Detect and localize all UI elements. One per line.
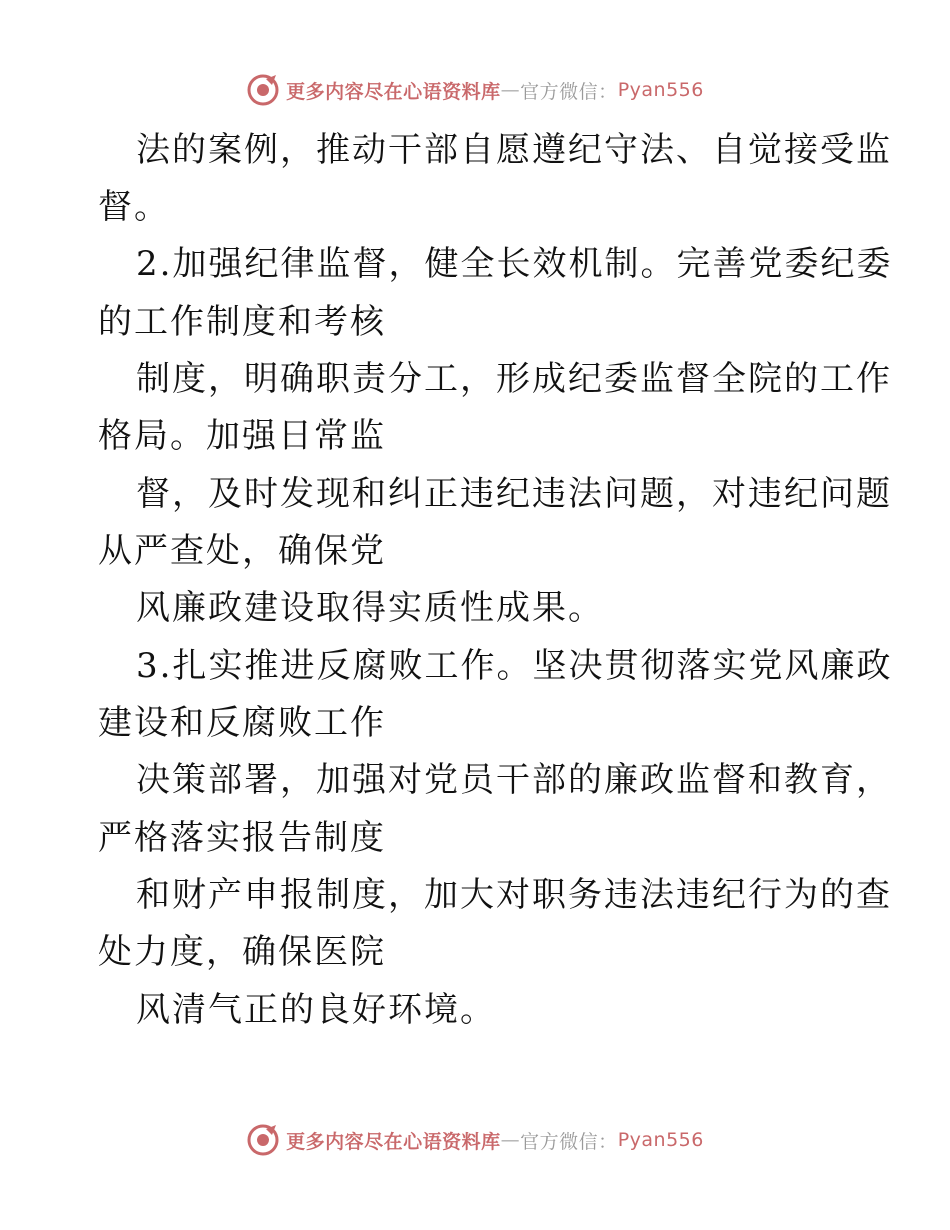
text-line: 建设和反腐败工作 (98, 703, 386, 743)
text-line: 法的案例，推动干部自愿遵纪守法、自觉接受监 (136, 130, 892, 170)
footer-separator: — (500, 1129, 521, 1151)
text-line: 风清气正的良好环境。 (136, 990, 496, 1030)
text-line: 和财产申报制度，加大对职务违法违纪行为的查 (136, 875, 892, 915)
footer-promo-text: 更多内容尽在心语资料库 (286, 1130, 501, 1153)
header-banner (0, 70, 950, 110)
text-line: 督，及时发现和纠正违纪违法问题，对违纪问题 (136, 474, 892, 514)
text-line: 风廉政建设取得实质性成果。 (136, 588, 604, 628)
text-line: 3.扎实推进反腐败工作。坚决贯彻落实党风廉政 (136, 646, 893, 686)
footer-wechat-id: Pyan556 (617, 1129, 704, 1151)
header-separator: — (500, 79, 521, 101)
text-line: 格局。加强日常监 (98, 416, 386, 456)
footer-official-label: 官方微信： (520, 1130, 618, 1153)
text-line: 督。 (98, 187, 170, 227)
text-line: 从严查处，确保党 (98, 531, 386, 571)
text-line: 的工作制度和考核 (98, 302, 386, 342)
text-line: 制度，明确职责分工，形成纪委监督全院的工作 (136, 359, 892, 399)
pen-logo-icon (246, 1123, 280, 1157)
footer-banner (0, 1120, 950, 1160)
header-official-label: 官方微信： (520, 80, 618, 103)
text-line: 处力度，确保医院 (98, 932, 386, 972)
pen-logo-icon (246, 73, 280, 107)
text-line: 决策部署，加强对党员干部的廉政监督和教育， (136, 760, 892, 800)
text-line: 2.加强纪律监督，健全长效机制。完善党委纪委 (136, 244, 893, 284)
header-promo-text: 更多内容尽在心语资料库 (286, 80, 501, 103)
header-wechat-id: Pyan556 (617, 79, 704, 101)
text-line: 严格落实报告制度 (98, 818, 386, 858)
